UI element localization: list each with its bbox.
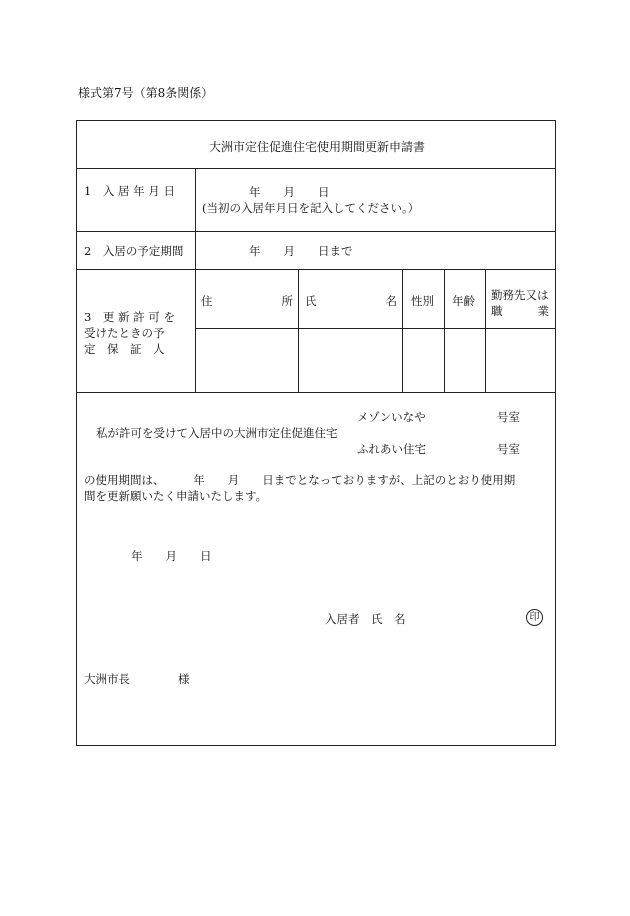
guarantor-work-cell[interactable]: [486, 329, 554, 391]
room-number-suffix: 号室: [497, 410, 520, 424]
guarantor-gender-cell[interactable]: [403, 329, 443, 391]
guarantor-age-cell[interactable]: [445, 329, 484, 391]
guarantor-label-line1: 3 更 新 許 可 を: [84, 310, 175, 324]
column-header-work-line1: 勤務先又は: [491, 288, 549, 302]
column-header-work-line2: 職 業: [491, 304, 549, 318]
row-divider: [77, 392, 555, 393]
move-in-date-field[interactable]: 年 月 日: [249, 185, 330, 199]
application-date[interactable]: 年 月 日: [131, 549, 212, 563]
planned-period-label: 2 入居の予定期間: [84, 244, 184, 258]
row-divider: [77, 231, 555, 232]
form-title: 大洲市定住促進住宅使用期間更新申請書: [208, 140, 425, 154]
resident-name-label: 入居者 氏 名: [325, 612, 406, 626]
guarantor-label-line2: 受けたときの予: [84, 326, 165, 340]
column-header-address: 住 所: [201, 294, 293, 308]
row-divider: [77, 168, 555, 169]
request-statement: 私が許可を受けて入居中の大洲市定住促進住宅: [96, 426, 338, 440]
guarantor-name-cell[interactable]: [299, 329, 401, 391]
addressee: 大洲市長: [84, 672, 130, 686]
usage-period-line2: 間を更新願いたく申請いたします。: [84, 489, 268, 503]
move-in-date-label: 1 入 居 年 月 日: [84, 184, 175, 198]
usage-period-line1: の使用期間は、 年 月 日までとなっておりますが、上記のとおり使用期: [84, 473, 516, 487]
guarantor-address-cell[interactable]: [196, 329, 297, 391]
row-divider: [77, 269, 555, 270]
column-header-name: 氏 名: [305, 294, 397, 308]
option-maison-inaya: メゾンいなや: [357, 410, 426, 424]
application-form: [76, 120, 556, 746]
column-header-age: 年齢: [452, 294, 475, 308]
honorific: 様: [178, 672, 190, 686]
seal-mark: 印: [526, 609, 543, 626]
option-fureai-jutaku: ふれあい住宅: [357, 442, 426, 456]
column-header-gender: 性別: [411, 294, 434, 308]
planned-period-field[interactable]: 年 月 日まで: [249, 244, 353, 258]
move-in-date-note: (当初の入居年月日を記入してください。）: [202, 201, 420, 215]
form-number: 様式第7号（第8条関係）: [78, 86, 214, 100]
guarantor-label-line3: 定 保 証 人: [84, 342, 165, 356]
room-number-suffix: 号室: [497, 442, 520, 456]
